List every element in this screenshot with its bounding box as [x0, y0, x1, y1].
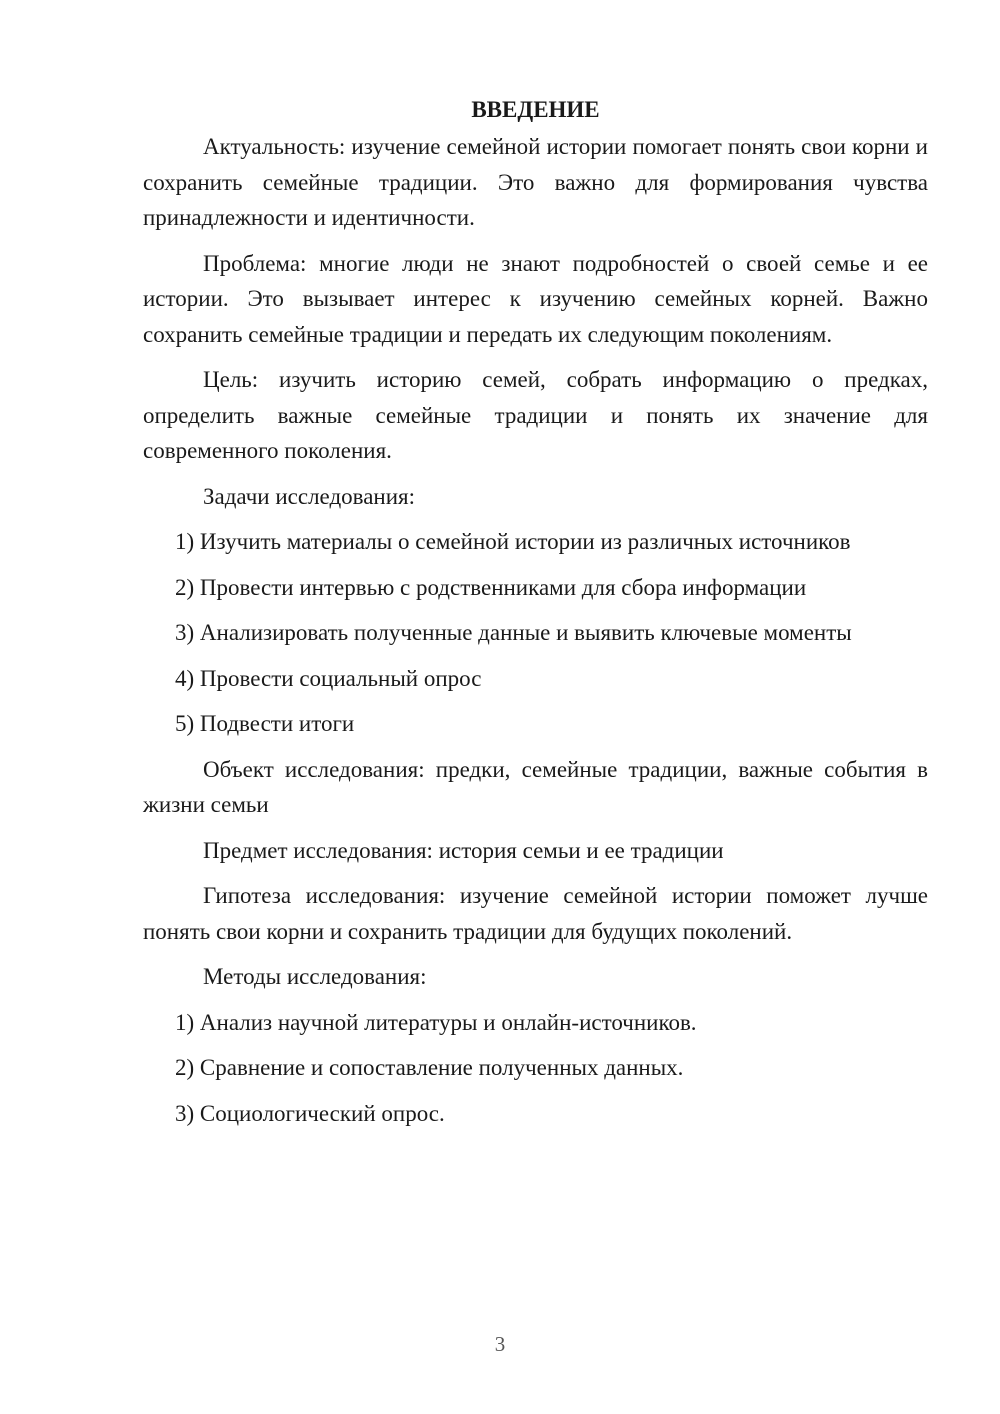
- subject-paragraph: Предмет исследования: история семьи и ее традиции: [203, 837, 724, 863]
- task-item: 5) Подвести итоги: [175, 711, 355, 736]
- method-item: 1) Анализ научной литературы и онлайн-источников.: [175, 1009, 697, 1035]
- tasks-list: [143, 524, 928, 742]
- problem-paragraph: Проблема: многие люди не знают подробностей о своей семье и ее истории. Это вызывает интерес к изучению семейных корней. Важно сохранить семейные традиции и передать их следующим поколениям.: [143, 250, 928, 347]
- goal-paragraph: Цель: изучить историю семей, собрать информацию о предках, определить важные семейные традиции и понять их значение для современного поколения.: [143, 367, 928, 463]
- object-paragraph: Объект исследования: предки, семейные традиции, важные события в жизни семьи: [143, 756, 928, 817]
- tasks-label: Задачи исследования:: [203, 483, 416, 509]
- methods-label: Методы исследования:: [203, 964, 427, 989]
- relevance-paragraph: Актуальность: изучение семейной истории помогает понять свои корни и сохранить семейные традиции. Это важно для формирования чувства принадлежности и идентичности.: [143, 134, 928, 230]
- page-number: 3: [494, 1332, 506, 1356]
- method-item: 2) Сравнение и сопоставление полученных данных.: [175, 1055, 684, 1080]
- task-item: 1) Изучить материалы о семейной истории из различных источников: [175, 529, 851, 554]
- document-page: [143, 92, 928, 1141]
- task-item: 4) Провести социальный опрос: [175, 665, 482, 691]
- task-item: 2) Провести интервью с родственниками для сбора информации: [175, 574, 807, 600]
- section-heading: ВВЕДЕНИЕ: [471, 97, 600, 122]
- methods-list: [143, 1005, 928, 1132]
- method-item: 3) Социологический опрос.: [175, 1100, 445, 1126]
- task-item: 3) Анализировать полученные данные и выявить ключевые моменты: [175, 620, 852, 645]
- hypothesis-paragraph: Гипотеза исследования: изучение семейной истории поможет лучше понять свои корни и сохранить традиции для будущих поколений.: [143, 883, 928, 944]
